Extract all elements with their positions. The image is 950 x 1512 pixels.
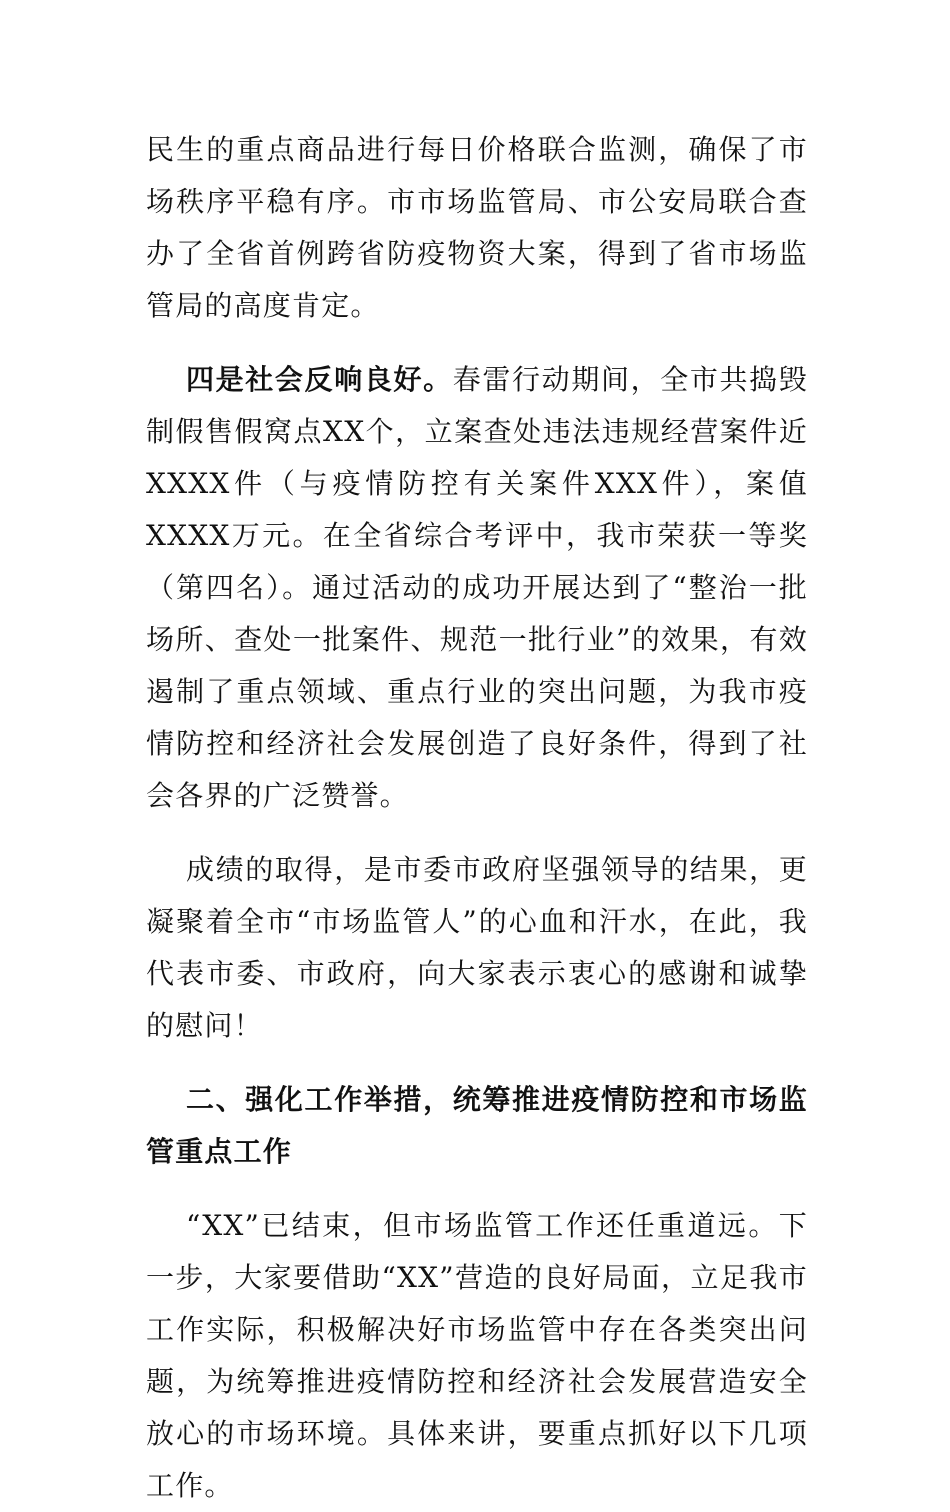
paragraph-gap (146, 822, 808, 844)
paragraph-gap (146, 332, 808, 354)
section-heading-text: 二、强化工作举措，统筹推进疫情防控和市场监管重点工作 (146, 1083, 808, 1168)
paragraph-text: 成绩的取得，是市委市政府坚强领导的结果，更凝聚着全市“市场监管人”的心血和汗水，在此，我代表市委、市政府，向大家表示衷心的感谢和诚挚的慰问！ (146, 853, 808, 1042)
paragraph-next-steps (146, 1200, 808, 1512)
paragraph-lead-bold: 四是社会反响良好。 (186, 363, 453, 396)
paragraph-text: “XX”已结束，但市场监管工作还任重道远。下一步，大家要借助“XX”营造的良好局面，立足我市工作实际，积极解决好市场监管中存在各类突出问题，为统筹推进疫情防控和经济社会发展营造安全放心的市场环境。具体来讲，要重点抓好以下几项工作。 (146, 1209, 808, 1502)
paragraph-text: 春雷行动期间，全市共捣毁制假售假窝点XX个，立案查处违法违规经营案件近XXXX件（与疫情防控有关案件XXX件），案值XXXX万元。在全省综合考评中，我市荣获一等奖（第四名）。通过活动的成功开展达到了“整治一批场所、查处一批案件、规范一批行业”的效果，有效遏制了重点领域、重点行业的突出问题，为我市疫情防控和经济社会发展创造了良好条件，得到了社会各界的广泛赞誉。 (146, 363, 808, 812)
document-body (146, 124, 808, 1512)
paragraph-continued (146, 124, 808, 332)
paragraph-gap (146, 1178, 808, 1200)
paragraph-social-response (146, 354, 808, 822)
paragraph-thanks (146, 844, 808, 1052)
paragraph-text: 民生的重点商品进行每日价格联合监测，确保了市场秩序平稳有序。市市场监管局、市公安局联合查办了全省首例跨省防疫物资大案，得到了省市场监管局的高度肯定。 (146, 133, 808, 322)
paragraph-gap (146, 1052, 808, 1074)
section-heading (146, 1074, 808, 1178)
